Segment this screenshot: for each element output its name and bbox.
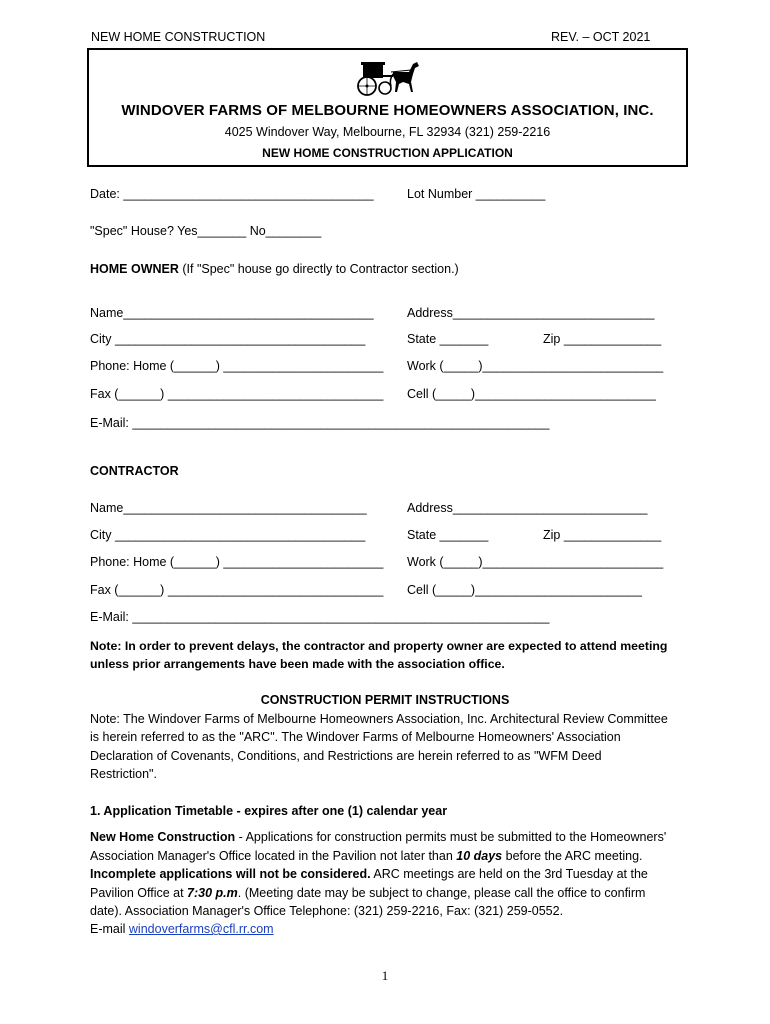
home-owner-note: (If "Spec" house go directly to Contractor section.): [178, 262, 459, 276]
email-label: E-mail: [90, 922, 129, 936]
org-address: 4025 Windover Way, Melbourne, FL 32934 (321) 259-2216: [224, 125, 551, 139]
form-title: NEW HOME CONSTRUCTION APPLICATION: [262, 146, 513, 160]
section-1-line-4-c: . (Meeting date may be subject to change, please call the office to confirm: [237, 886, 646, 900]
title-box: [87, 48, 688, 167]
org-title: WINDOVER FARMS OF MELBOURNE HOMEOWNERS ASSOCIATION, INC.: [121, 102, 654, 119]
owner-name-field[interactable]: Name____________________________________: [90, 306, 374, 320]
contractor-address-field[interactable]: Address____________________________: [407, 501, 648, 515]
section-1-line-1: [90, 830, 666, 844]
section-1-line-2: [90, 849, 643, 863]
section-1-line-2-c: before the ARC meeting.: [502, 849, 643, 863]
contractor-city-field[interactable]: City ____________________________________: [90, 528, 366, 542]
owner-cell-field[interactable]: Cell (_____)__________________________: [407, 387, 656, 401]
spec-house-field[interactable]: "Spec" House? Yes_______ No________: [90, 224, 322, 238]
owner-email-field[interactable]: E-Mail: ____________________________________________________________: [90, 416, 550, 430]
contractor-phone-field[interactable]: Phone: Home (______) _______________________: [90, 555, 384, 569]
contractor-work-field[interactable]: Work (_____)__________________________: [407, 555, 664, 569]
new-home-construction-label: New Home Construction: [90, 830, 236, 844]
contractor-zip-field[interactable]: Zip ______________: [543, 528, 662, 542]
instructions-line-2: is herein referred to as the "ARC". The Windover Farms of Melbourne Homeowners' Association: [90, 730, 621, 744]
contractor-cell-field[interactable]: Cell (_____)________________________: [407, 583, 642, 597]
page-number: 1: [381, 968, 389, 983]
owner-work-field[interactable]: Work (_____)__________________________: [407, 359, 664, 373]
owner-phone-field[interactable]: Phone: Home (______) _______________________: [90, 359, 384, 373]
owner-city-field[interactable]: City ____________________________________: [90, 332, 366, 346]
section-1-line-5: date). Association Manager's Office Telephone: (321) 259-2216, Fax: (321) 259-0552.: [90, 904, 564, 918]
instructions-heading: CONSTRUCTION PERMIT INSTRUCTIONS: [260, 693, 510, 707]
contractor-name-field[interactable]: Name___________________________________: [90, 501, 367, 515]
contractor-fax-field[interactable]: Fax (______) _______________________________: [90, 583, 384, 597]
section-1-line-4-a: Pavilion Office at: [90, 886, 188, 900]
ten-days-emphasis: 10 days: [456, 849, 503, 863]
section-1-heading: 1. Application Timetable - expires after one (1) calendar year: [90, 804, 448, 818]
email-link[interactable]: windoverfarms@cfl.rr.com: [128, 922, 274, 936]
instructions-line-1: Note: The Windover Farms of Melbourne Homeowners Association, Inc. Architectural Review Committee: [90, 712, 668, 726]
owner-fax-field[interactable]: Fax (______) _______________________________: [90, 387, 384, 401]
owner-zip-field[interactable]: Zip ______________: [543, 332, 662, 346]
section-1-line-1-text: - Applications for construction permits must be submitted to the Homeowners': [235, 830, 667, 844]
section-1-line-3: [90, 867, 648, 881]
lot-number-field[interactable]: Lot Number __________: [407, 187, 546, 201]
section-1-line-4: [90, 886, 645, 900]
date-field[interactable]: Date: ____________________________________: [90, 187, 374, 201]
home-owner-label: HOME OWNER: [90, 262, 179, 276]
horse-and-buggy-icon: [353, 58, 421, 98]
contractor-heading: CONTRACTOR: [90, 464, 179, 478]
contractor-state-field[interactable]: State _______: [407, 528, 489, 542]
note-line-1: Note: In order to prevent delays, the contractor and property owner are expected to attend meeting: [90, 639, 668, 653]
instructions-line-3: Declaration of Covenants, Conditions, and Restrictions are herein referred to as "WFM Deed: [90, 749, 602, 763]
header-left: NEW HOME CONSTRUCTION: [91, 30, 266, 44]
incomplete-applications-warning: Incomplete applications will not be considered.: [90, 867, 371, 881]
owner-state-field[interactable]: State _______: [407, 332, 489, 346]
instructions-line-4: Restriction".: [90, 767, 157, 781]
section-1-line-6: [90, 922, 274, 936]
home-owner-heading: [90, 262, 459, 276]
section-1-line-3-text: ARC meetings are held on the 3rd Tuesday at the: [370, 867, 648, 881]
section-1-line-2-a: Association Manager's Office located in the Pavilion not later than: [90, 849, 457, 863]
owner-address-field[interactable]: Address_____________________________: [407, 306, 655, 320]
header-right: REV. – OCT 2021: [551, 30, 651, 44]
meeting-time: 7:30 p.m: [187, 886, 238, 900]
contractor-email-field[interactable]: E-Mail: ____________________________________________________________: [90, 610, 550, 624]
note-line-2: unless prior arrangements have been made with the association office.: [90, 657, 505, 671]
